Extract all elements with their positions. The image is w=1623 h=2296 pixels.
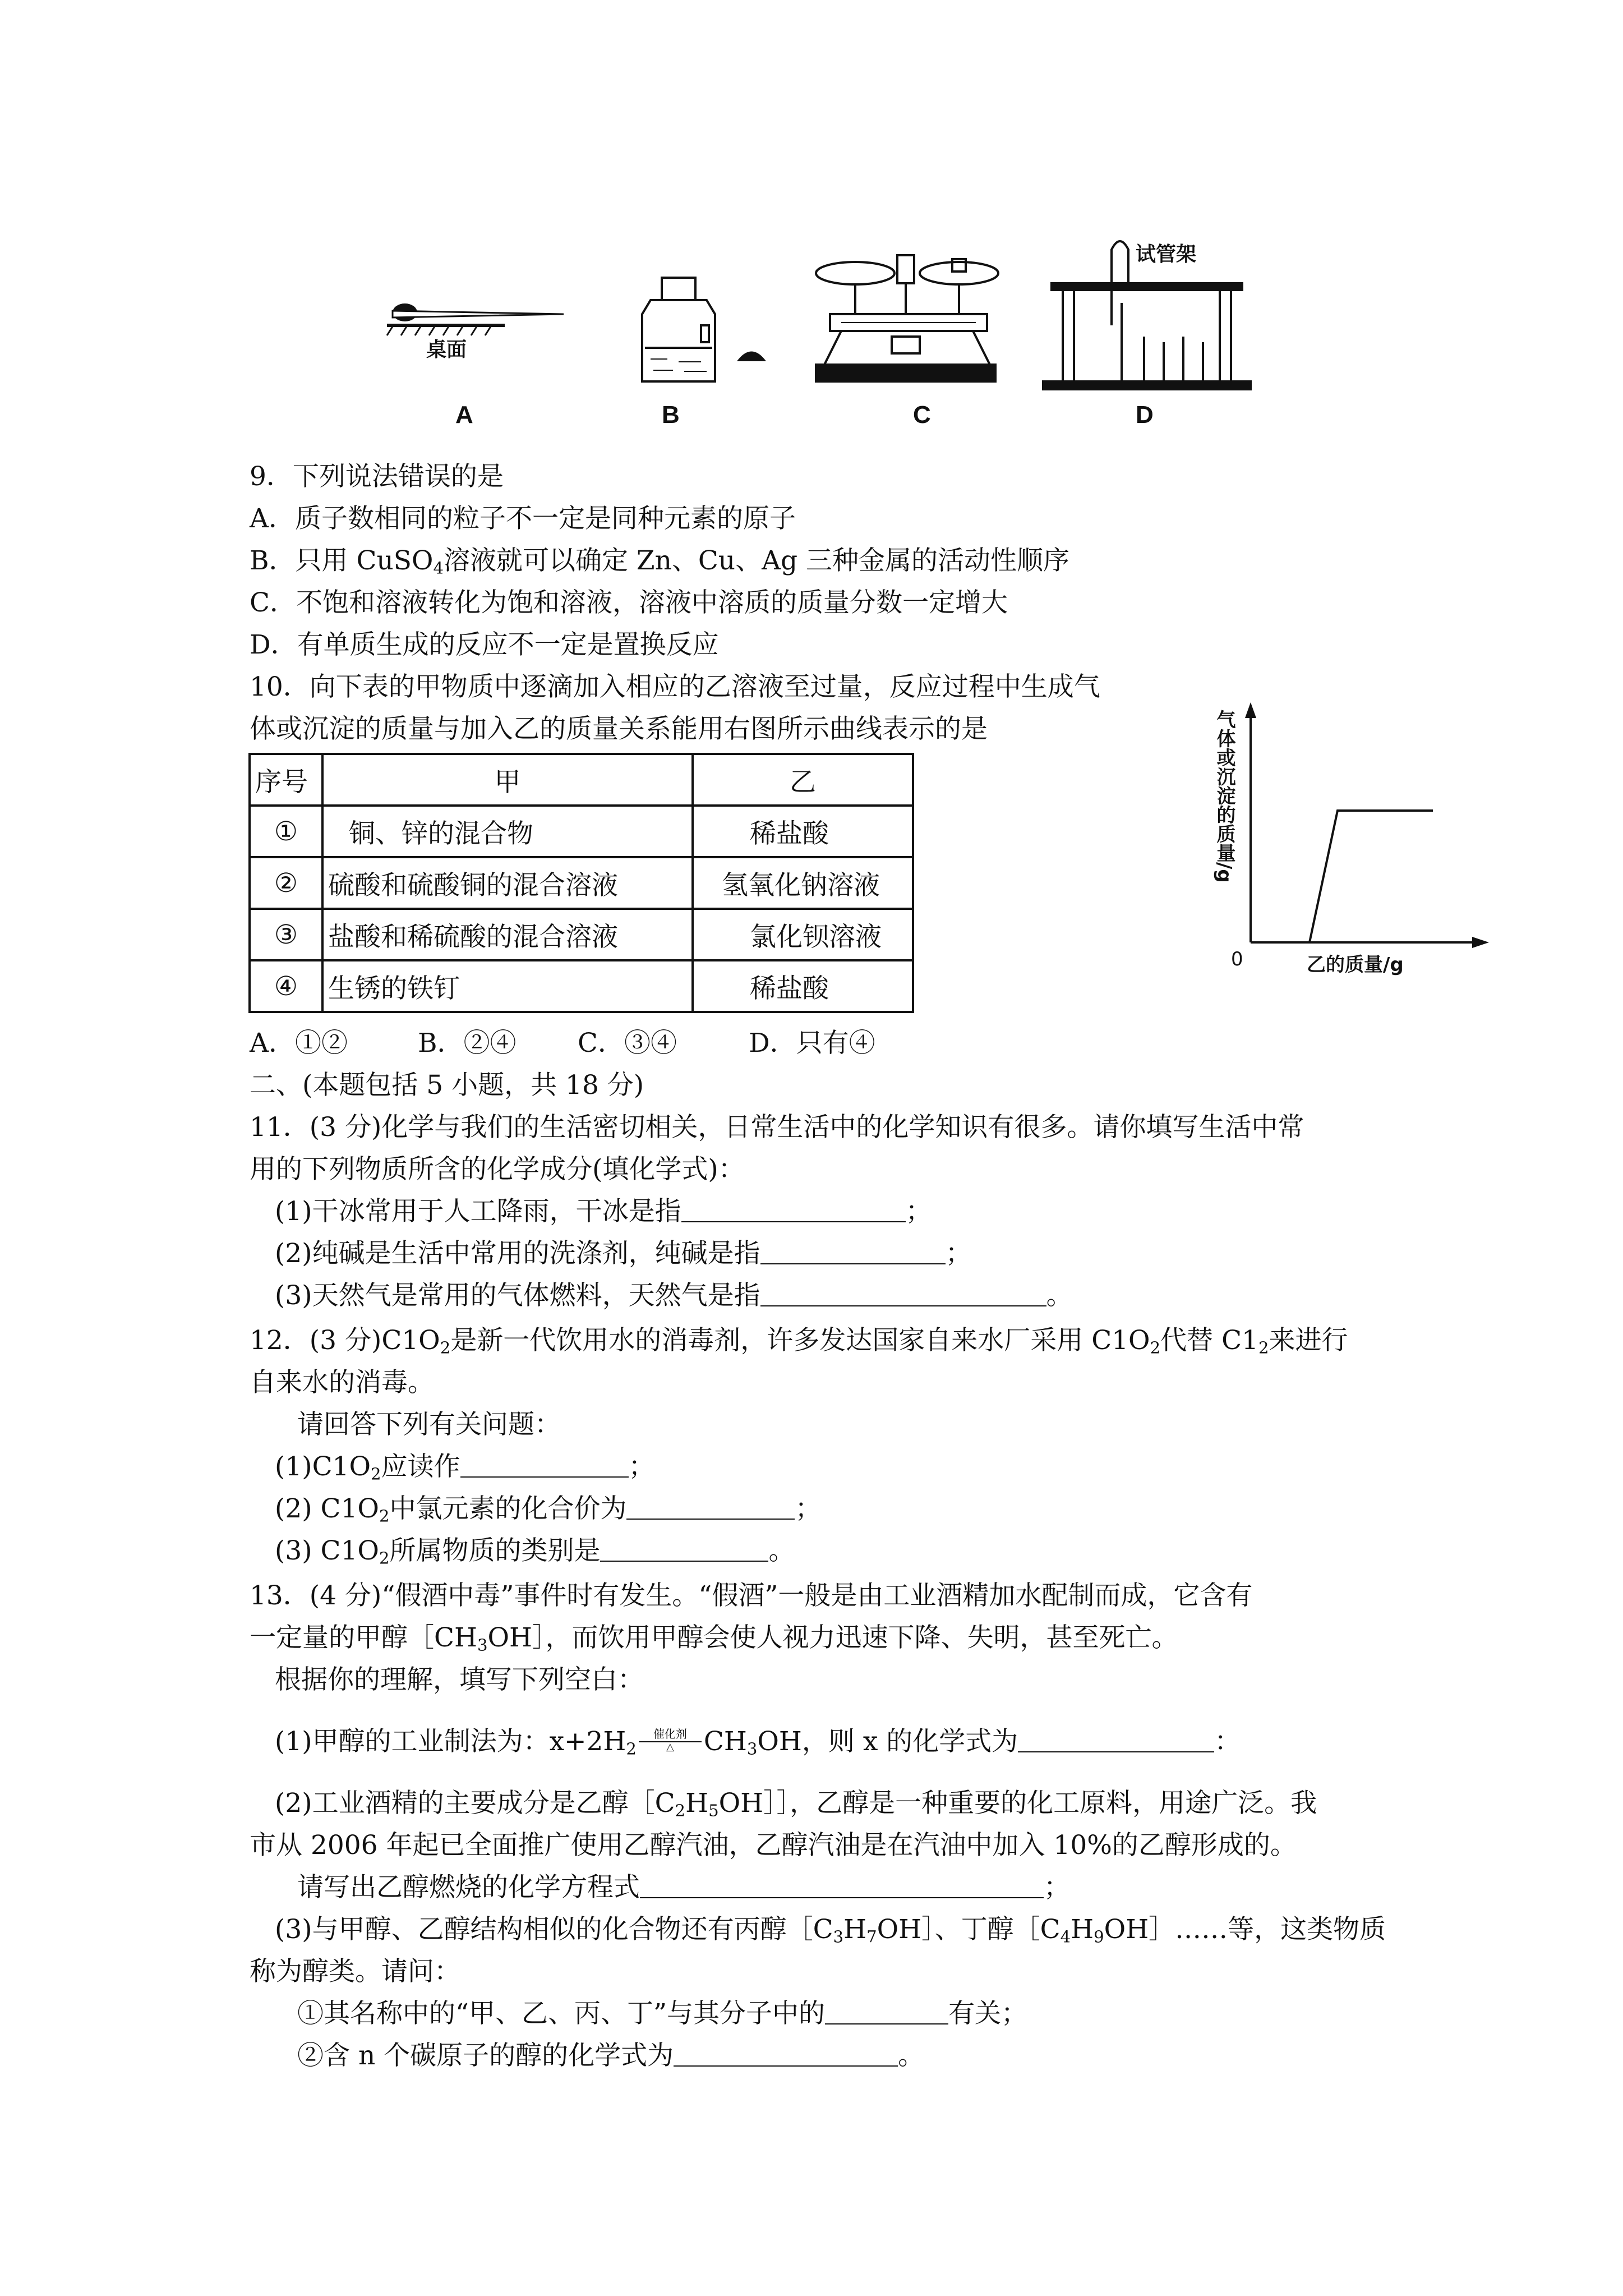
figure-a-desk [387,303,564,335]
q12-sub: 2 [370,1464,381,1484]
answer-blank[interactable] [674,2043,898,2067]
answer-blank[interactable] [640,1875,1044,1898]
row-jia: 铜、锌的混合物 [322,806,693,857]
q12-stem-1 [250,1324,1348,1358]
q11-item-2 [275,1237,972,1271]
q12-prompt: 请回答下列有关问题： [297,1409,561,1440]
q12-sub: 2 [379,1548,390,1568]
q13-sub: 5 [708,1801,719,1820]
q13-sub: 2 [675,1801,686,1820]
figure-label-a: A [455,401,473,429]
table-row [250,909,913,960]
graph-origin: 0 [1231,948,1243,970]
q13-i3e: OH］……等，这类物质 [1104,1914,1386,1945]
q13-s2-end: 。 [898,2040,925,2071]
answer-blank[interactable] [760,1241,946,1264]
q12-sub: 2 [440,1338,451,1358]
q13-i2c: OH］］，乙醇是一种重要的化工原料，用途广泛。我 [718,1788,1317,1819]
q11-item-2-text: (2)纯碱是生活中常用的洗涤剂，纯碱是指 [275,1238,760,1269]
graph-xlabel: 乙的质量/g [1307,954,1404,976]
q12-stem-2: 自来水的消毒。 [250,1367,434,1398]
figure-b-bottle [642,278,764,381]
q13-i2b: H [685,1788,709,1819]
answer-blank[interactable] [626,1496,795,1520]
q13-s2a: ②含 n 个碳原子的醇的化学式为 [297,2040,674,2071]
q9-option-a: A．质子数相同的粒子不一定是同种元素的原子 [250,503,796,534]
q12-sub: 2 [1258,1338,1269,1358]
y-axis-arrow [1245,702,1256,718]
q10-graph [1189,696,1503,987]
table-row [250,857,913,909]
q12-stem-d: 来进行 [1269,1325,1348,1356]
lab-figures [0,0,1623,449]
q12-item-2-end: ； [795,1493,822,1524]
q9-option-b [250,544,1069,578]
q13-i1-end: ： [1214,1726,1241,1757]
q13-i1a: (1)甲醇的工业制法为：x+2H [275,1726,626,1757]
q13-item-1 [275,1725,1241,1759]
q11-stem-2: 用的下列物质所含的化学成分(填化学式)： [250,1154,745,1185]
q13-item-3 [275,1913,1386,1947]
q12-item-3-text: (3) C1O [275,1535,379,1566]
graph-ylabel: 气体或沉淀的质量/g [1213,710,1235,883]
figure-label-c: C [913,401,931,429]
q11-item-1-text: (1)干冰常用于人工降雨，干冰是指 [275,1196,681,1227]
q12-item-2-text: (2) C1O [275,1493,379,1524]
q13-prompt: 根据你的理解，填写下列空白： [275,1664,644,1695]
q12-stem-b: 是新一代饮用水的消毒剂，许多发达国家自来水厂采用 C1O [450,1325,1150,1356]
q13-s1a: ①其名称中的“甲、乙、丙、丁”与其分子中的 [297,1998,826,2029]
q13-item-3-line-2: 称为醇类。请问： [250,1956,460,1987]
row-index: ④ [250,960,322,1012]
answer-blank[interactable] [600,1538,768,1562]
q12-sub: 2 [1150,1338,1161,1358]
q13-sub: 3 [477,1635,488,1655]
q12-item-1 [275,1450,655,1484]
row-index: ① [250,806,322,857]
q10-option-d: D．只有④ [749,1028,875,1059]
q12-item-1-text: (1)C1O [275,1451,371,1482]
q12-item-3-rest: 所属物质的类别是 [389,1535,601,1566]
header-index: 序号 [250,754,322,806]
q12-item-1-end: ； [628,1451,655,1482]
figure-label-b: B [662,401,680,429]
header-jia: 甲 [322,754,693,806]
q13-sub-item-2 [297,2039,924,2073]
q13-item-2 [275,1787,1317,1820]
answer-blank[interactable] [460,1454,629,1478]
q13-item-2-line-2: 市从 2006 年起已全面推广使用乙醇汽油，乙醇汽油是在汽油中加入 10%的乙醇形成的。 [250,1830,1297,1861]
section-2-heading: 二、(本题包括 5 小题，共 18 分) [250,1070,644,1101]
q9-option-c: C．不饱和溶液转化为饱和溶液，溶液中溶质的质量分数一定增大 [250,587,1008,618]
q13-i2a: (2)工业酒精的主要成分是乙醇［C [275,1788,675,1819]
q13-stem-1: 13．(4 分)“假酒中毒”事件时有发生。“假酒”一般是由工业酒精加水配制而成，它含有 [250,1580,1253,1611]
q12-item-2-rest: 中氯元素的化合价为 [389,1493,627,1524]
table-header-row [250,754,913,806]
q13-i3b: H [843,1914,867,1945]
row-jia: 硫酸和硫酸铜的混合溶液 [322,857,693,909]
q12-item-2 [275,1492,821,1526]
q10-option-c: C．③④ [578,1028,677,1059]
q9-option-b-text: B．只用 CuSO [250,545,434,576]
q13-sub: 7 [866,1927,877,1947]
row-index: ② [250,857,322,909]
desk-label: 桌面 [426,338,467,361]
q13-stem-2a: 一定量的甲醇［CH [250,1622,477,1653]
q9-b-rest: 溶液就可以确定 Zn、Cu、Ag 三种金属的活动性顺序 [443,545,1070,576]
q13-sub: 3 [746,1739,758,1759]
catalyst-label: 催化剂 [653,1727,687,1741]
q12-stem-a: 12．(3 分)C1O [250,1325,440,1356]
row-yi: 氯化钡溶液 [693,909,913,960]
q13-i3c: OH］、丁醇［C [877,1914,1061,1945]
q11-item-1 [275,1195,932,1228]
q13-i2line3: 请写出乙醇燃烧的化学方程式 [297,1872,640,1903]
q13-sub: 9 [1094,1927,1104,1947]
q13-i3d: H [1071,1914,1094,1945]
q13-i1c: OH，则 x 的化学式为 [757,1726,1018,1757]
q13-sub: 2 [626,1739,637,1759]
q9-stem: 9．下列说法错误的是 [250,461,504,492]
row-yi: 稀盐酸 [693,960,913,1012]
q13-s1b: 有关； [948,1998,1028,2029]
q13-i3a: (3)与甲醇、乙醇结构相似的化合物还有丙醇［C [275,1914,833,1945]
q13-i2-end: ； [1044,1872,1070,1903]
q12-item-1-rest: 应读作 [381,1451,460,1482]
q11-stem-1: 11．(3 分)化学与我们的生活密切相关，日常生活中的化学知识有很多。请你填写生活中常 [250,1112,1304,1143]
q10-option-b: B．②④ [418,1028,517,1059]
q13-stem-2 [250,1621,1178,1655]
table-row [250,960,913,1012]
q10-stem-1: 10．向下表的甲物质中逐滴加入相应的乙溶液至过量，反应过程中生成气 [250,671,1100,702]
reaction-condition [637,1728,704,1752]
row-yi: 氢氧化钠溶液 [693,857,913,909]
heat-symbol: △ [666,1741,674,1753]
answer-blank[interactable] [681,1199,906,1222]
figure-label-d: D [1136,401,1154,429]
q13-sub: 3 [833,1927,844,1947]
q13-item-2-line-3 [297,1871,1070,1904]
row-index: ③ [250,909,322,960]
figure-c-balance [816,255,998,381]
q9-option-d: D．有单质生成的反应不一定是置换反应 [250,629,719,660]
rack-label: 试管架 [1136,243,1197,266]
q9-b-sub: 4 [433,558,444,578]
q12-item-3-end: 。 [768,1535,795,1566]
q13-stem-2b: OH］，而饮用甲醇会使人视力迅速下降、失明，甚至死亡。 [487,1622,1178,1653]
q12-stem-c: 代替 C1 [1160,1325,1258,1356]
answer-blank[interactable] [825,2001,948,2024]
q11-item-3 [275,1279,1073,1313]
q11-item-3-end: 。 [1046,1280,1073,1311]
q11-item-3-text: (3)天然气是常用的气体燃料，天然气是指 [275,1280,760,1311]
q13-sub-item-1 [297,1997,1027,2031]
q13-sub: 4 [1060,1927,1071,1947]
answer-blank[interactable] [1018,1729,1214,1752]
header-yi: 乙 [693,754,913,806]
q13-i1b: CH [703,1726,747,1757]
q12-sub: 2 [379,1506,390,1526]
table-row [250,806,913,857]
q10-option-a: A．①② [250,1028,348,1059]
x-axis-arrow [1472,937,1489,948]
row-jia: 盐酸和稀硫酸的混合溶液 [322,909,693,960]
q11-item-1-end: ； [905,1196,932,1227]
q10-stem-2: 体或沉淀的质量与加入乙的质量关系能用右图所示曲线表示的是 [250,714,988,744]
answer-blank[interactable] [760,1283,1046,1306]
curve [1251,811,1433,942]
q12-item-3 [275,1534,795,1568]
row-yi: 稀盐酸 [693,806,913,857]
q11-item-2-end: ； [945,1238,972,1269]
row-jia: 生锈的铁钉 [322,960,693,1012]
q10-table [248,753,914,1013]
